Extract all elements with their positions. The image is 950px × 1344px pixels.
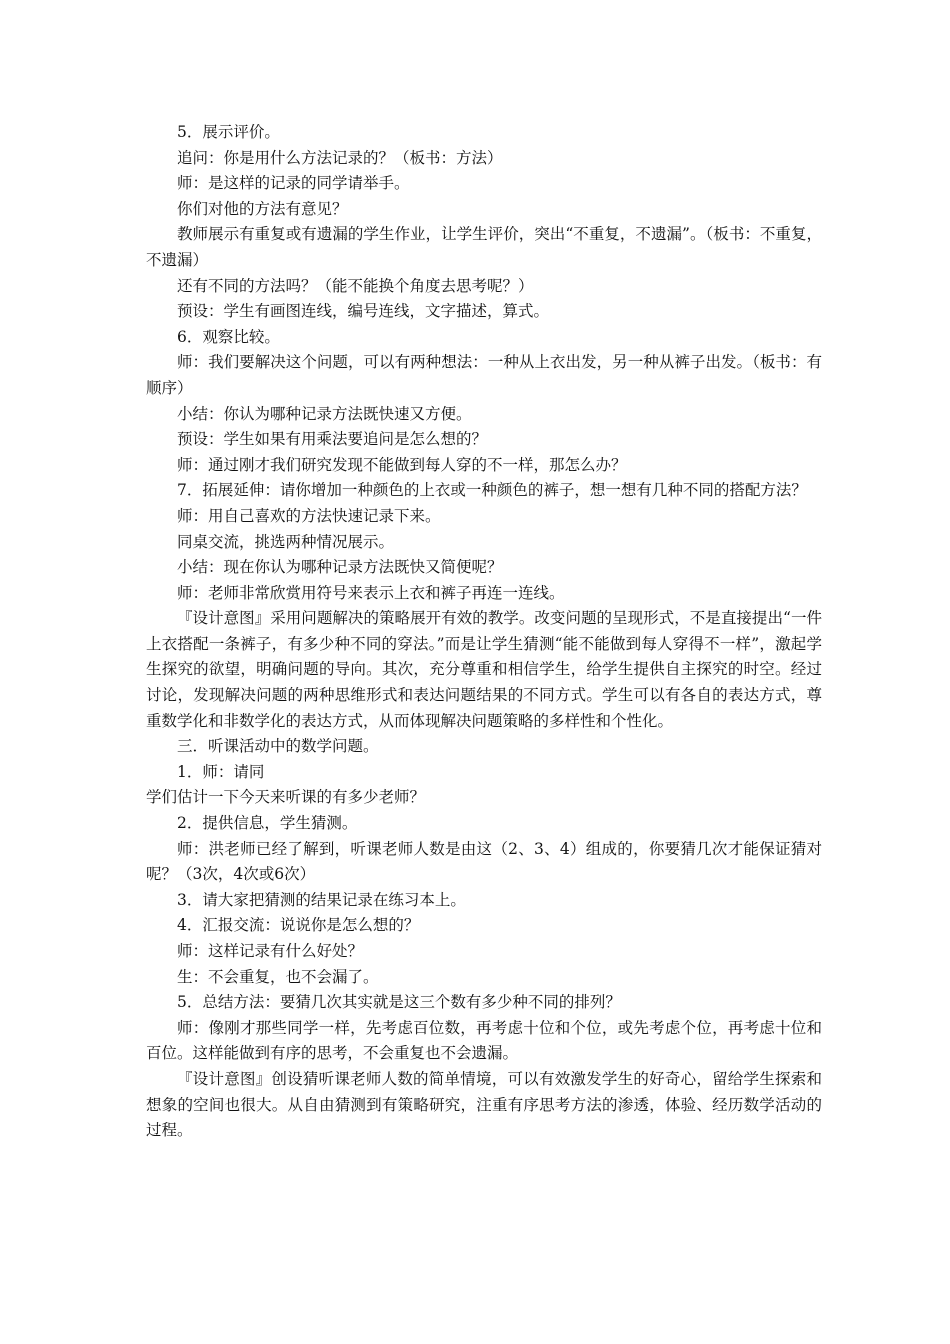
- paragraph: 5．展示评价。: [177, 123, 280, 141]
- paragraph: 生：不会重复，也不会漏了。: [177, 967, 379, 986]
- paragraph: 预设：学生如果有用乘法要追问是怎么想的？: [177, 430, 488, 449]
- paragraph: 你们对他的方法有意见？: [177, 199, 348, 218]
- paragraph: 师：我们要解决这个问题，可以有两种想法：一种从上衣出发，另一种从裤子出发。（板书：有顺序）: [146, 353, 822, 397]
- paragraph: 同桌交流，挑选两种情况展示。: [177, 532, 395, 551]
- paragraph: 师：这样记录有什么好处？: [177, 942, 364, 960]
- paragraph: 6．观察比较。: [177, 327, 280, 346]
- paragraph: 还有不同的方法吗？（能不能换个角度去思考呢？）: [177, 276, 534, 295]
- paragraph: 三．听课活动中的数学问题。: [177, 737, 379, 756]
- paragraph: 师：是这样的记录的同学请举手。: [177, 174, 410, 193]
- paragraph: 2．提供信息，学生猜测。: [177, 814, 358, 833]
- paragraph: 3．请大家把猜测的结果记录在练习本上。: [177, 890, 466, 909]
- paragraph: 1．师：请同: [177, 762, 265, 781]
- paragraph: 4．汇报交流：说说你是怎么想的？: [177, 916, 420, 935]
- paragraph: 预设：学生有画图连线，编号连线，文字描述，算式。: [177, 302, 550, 321]
- paragraph: 『设计意图』创设猜听课老师人数的简单情境，可以有效激发学生的好奇心，留给学生探索和想象的空间也很大。从自由猜测到有策略研究，注重有序思考方法的渗透，体验、经历数学活动的过程。: [146, 1069, 822, 1140]
- paragraph: 师：洪老师已经了解到，听课老师人数是由这（2、3、4）组成的，你要猜几次才能保证猜对呢？（3次，4次或6次）: [146, 839, 822, 884]
- paragraph: 师：通过刚才我们研究发现不能做到每人穿的不一样，那怎么办？: [177, 455, 627, 474]
- paragraph: 5．总结方法：要猜几次其实就是这三个数有多少种不同的排列？: [177, 993, 621, 1012]
- paragraph: 师：老师非常欣赏用符号来表示上衣和裤子再连一连线。: [177, 583, 565, 602]
- paragraph: 师：用自己喜欢的方法快速记录下来。: [177, 506, 441, 525]
- paragraph: 学们估计一下今天来听课的有多少老师？: [146, 788, 426, 807]
- paragraph: 小结：现在你认为哪种记录方法既快又简便呢？: [177, 558, 503, 577]
- paragraph: 追问：你是用什么方法记录的？（板书：方法）: [177, 148, 503, 167]
- paragraph: 7．拓展延伸：请你增加一种颜色的上衣或一种颜色的裤子，想一想有几种不同的搭配方法？: [177, 481, 807, 500]
- paragraph: 小结：你认为哪种记录方法既快速又方便。: [177, 404, 472, 423]
- paragraph: 师：像刚才那些同学一样，先考虑百位数，再考虑十位和个位，或先考虑个位，再考虑十位和百位。这样能做到有序的思考，不会重复也不会遗漏。: [146, 1018, 822, 1063]
- paragraph: 教师展示有重复或有遗漏的学生作业，让学生评价，突出“不重复，不遗漏”。（板书：不重复，不遗漏）: [146, 225, 822, 269]
- paragraph: 『设计意图』采用问题解决的策略展开有效的教学。改变问题的呈现形式，不是直接提出“一件上衣搭配一条裤子，有多少种不同的穿法。”而是让学生猜测“能不能做到每人穿得不一样”，激起学生探究的欲望，明确问题的导向。其次，充分尊重和相信学生，给学生提供自主探究的时空。经过讨论，发现解决问题的两种思维形式和表达问题结果的不同方式。学生可以有各自的表达方式，尊重数学化和非数学化的表达方式，从而体现解决问题策略的多样性和个性化。: [146, 609, 822, 730]
- document-body: [146, 120, 822, 1144]
